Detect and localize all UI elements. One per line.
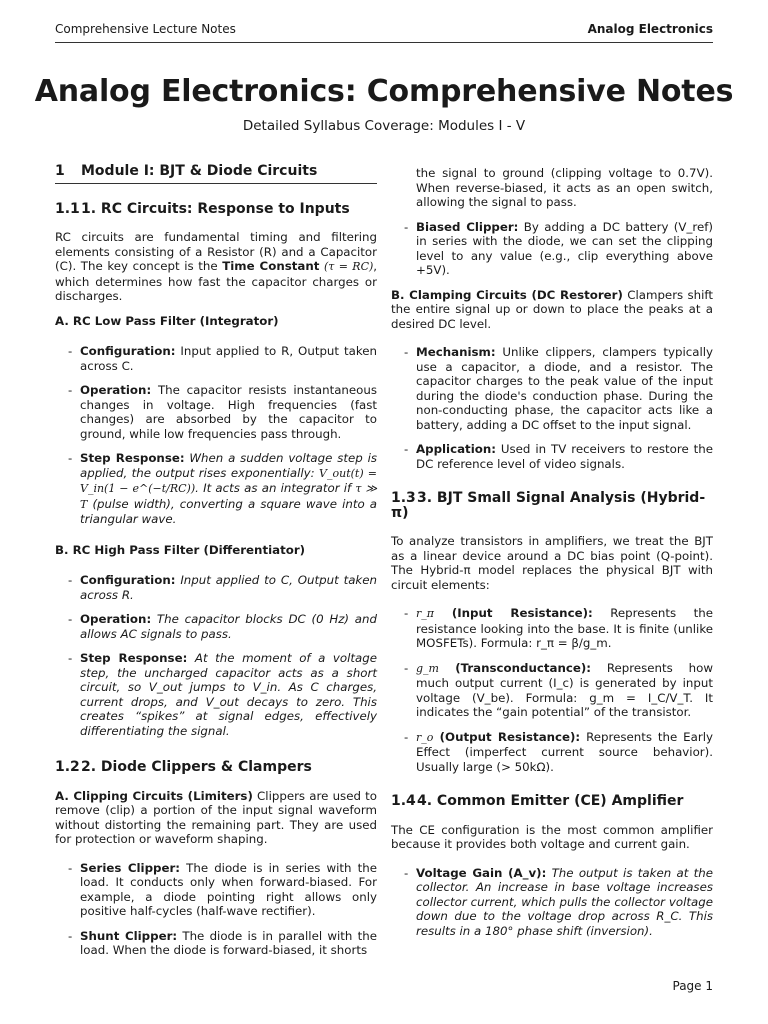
running-header [55, 22, 713, 38]
paragraph: The CE configuration is the most common amplifier because it provides both voltage and current gain. [391, 822, 713, 851]
list-item: - Operation: The capacitor resists instantaneous changes in voltage. High frequencies (fast changes) are absorbed by the capacitor to ground, while low frequencies pass through. [68, 383, 377, 441]
header-rule [55, 42, 713, 43]
list-item: - Step Response: When a sudden voltage step is applied, the output rises exponentially: V_out(t) = V_in(1 − e^(−t/RC)). It acts as an integrator if τ ≫ T (pulse width), converting a square wave into a triangular wave. [68, 451, 377, 526]
header-left: Comprehensive Lecture Notes [55, 22, 236, 36]
list-item: - r_π (Input Resistance): Represents the resistance looking into the base. It is finite (unlike MOSFETs). Formula: r_π = β/g_m. [404, 606, 713, 650]
list-item: - Application: Used in TV receivers to restore the DC reference level of video signals. [404, 442, 713, 471]
left-column [55, 164, 377, 974]
list-item: - Series Clipper: The diode is in series with the load. It conducts only when forward-biased. For example, a diode pointing right allows only positive half-cycles (half-wave rectifier). [68, 860, 377, 918]
list-item: - Voltage Gain (A_v): The output is taken at the collector. An increase in base voltage increases collector current, which pulls the collector voltage down due to the voltage drop across R_C. This results in a 180° phase shift (inversion). [404, 865, 713, 938]
bullet-list [391, 166, 713, 278]
list-item: - Operation: The capacitor blocks DC (0 Hz) and allows AC signals to pass. [68, 612, 377, 641]
list-item: - Configuration: Input applied to R, Output taken across C. [68, 344, 377, 373]
paragraph: B. Clamping Circuits (DC Restorer) Clampers shift the entire signal up or down to place the peaks at a desired DC level. [391, 287, 713, 331]
bullet-list [391, 606, 713, 774]
paragraph: RC circuits are fundamental timing and filtering elements consisting of a Resistor (R) and a Capacitor (C). The key concept is the Time Constant (τ = RC), which determines how fast the capacitor charges or discharges. [55, 230, 378, 303]
subsection-heading: 1.44. Common Emitter (CE) Amplifier [391, 793, 684, 809]
list-item: - g_m (Transconductance): Represents how much output current (I_c) is generated by input voltage (V_be). Formula: g_m = I_C/V_T. It indicates the “gain potential” of the transistor. [404, 660, 713, 719]
header-right: Analog Electronics [587, 22, 713, 36]
paragraph: To analyze transistors in amplifiers, we treat the BJT as a linear device around a DC bias point (Q-point). The Hybrid-π model replaces the physical BJT with circuit elements: [391, 534, 713, 592]
list-item: - Mechanism: Unlike clippers, clampers typically use a capacitor, a diode, and a resistor. The capacitor charges to the peak value of the input during the diode's conduction phase. During the non-conducting phase, the capacitor acts like a battery, adding a DC offset to the input signal. [404, 345, 713, 432]
subsection-heading: 1.33. BJT Small Signal Analysis (Hybrid-π) [391, 490, 706, 521]
bullet-list [391, 345, 713, 471]
document-title: Analog Electronics: Comprehensive Notes [34, 74, 734, 109]
list-item: - r_o (Output Resistance): Represents the Early Effect (imperfect current source behavior). Usually large (> 50kΩ). [404, 729, 713, 774]
bullet-list [55, 861, 377, 958]
document-subtitle: Detailed Syllabus Coverage: Modules I - V [242, 118, 526, 134]
list-item-continued: the signal to ground (clipping voltage to 0.7V). When reverse-biased, it acts as an open switch, allowing the signal to pass. [416, 166, 713, 209]
subsection-heading: 1.22. Diode Clippers & Clampers [55, 759, 312, 775]
bullet-list [391, 866, 713, 939]
paragraph-label: A. RC Low Pass Filter (Integrator) [55, 313, 279, 328]
right-column [391, 166, 713, 954]
section-heading: 1 Module I: BJT & Diode Circuits [55, 164, 377, 184]
list-item: - Shunt Clipper: The diode is in parallel with the load. When the diode is forward-biased, it shorts [68, 928, 378, 957]
list-item: - Biased Clipper: By adding a DC battery (V_ref) in series with the diode, we can set the clipping level to any value (e.g., clip everything above +5V). [404, 219, 713, 277]
bullet-list [55, 573, 377, 738]
page-number: Page 1 [672, 979, 713, 993]
list-item: - Step Response: At the moment of a voltage step, the uncharged capacitor acts as a short circuit, so V_out jumps to V_in. As C charges, current drops, and V_out decays to zero. This creates “spikes” at signal edges, effectively differentiating the signal. [68, 651, 378, 738]
paragraph-label: B. RC High Pass Filter (Differentiator) [55, 542, 306, 557]
paragraph: A. Clipping Circuits (Limiters) Clippers are used to remove (clip) a portion of the input signal waveform without distorting the remaining part. They are used for protection or waveform shaping. [55, 788, 378, 846]
list-item: - Configuration: Input applied to C, Output taken across R. [68, 573, 377, 602]
subsection-heading: 1.11. RC Circuits: Response to Inputs [55, 200, 350, 217]
bullet-list [55, 344, 377, 527]
